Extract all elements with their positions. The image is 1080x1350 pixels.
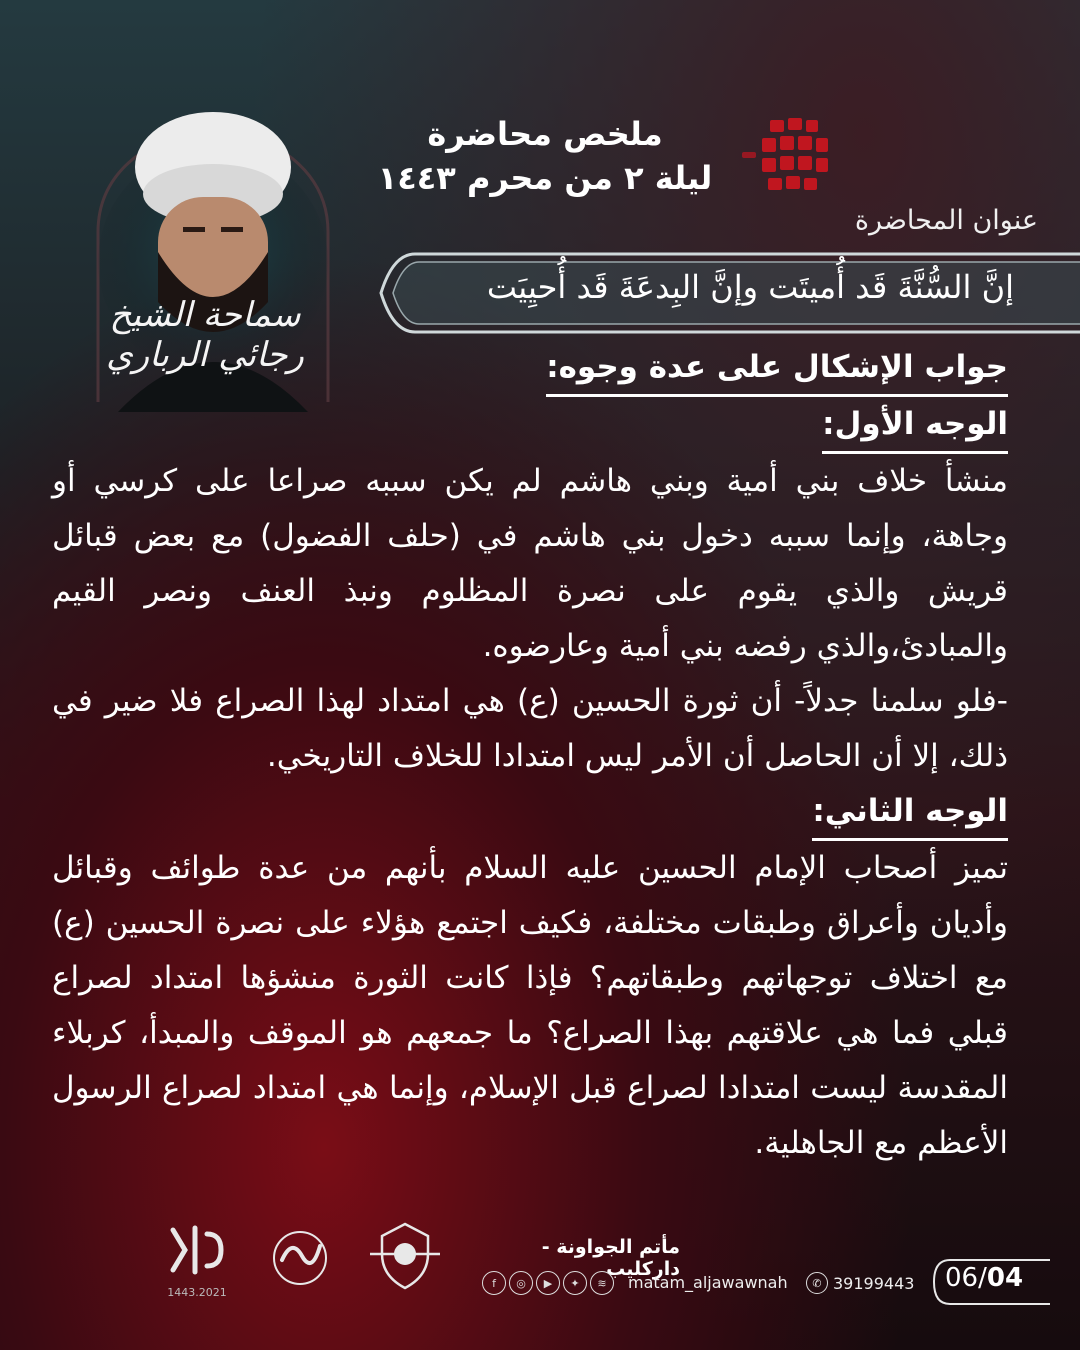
header-title — [370, 112, 720, 200]
twitter-icon[interactable]: ✦ — [563, 1271, 587, 1295]
paragraph-3: تميز أصحاب الإمام الحسين عليه السلام بأنهم من عدة طوائف وقبائل وأديان وأعراق وطبقات مختلفة، فكيف اجتمع هؤلاء على نصرة الحسين (ع) مع اختلاف توجهاتهم وطبقاتهم؟ فإذا كانت الثورة منشؤها امتداد لصراع قبلي فما هي علاقتهم بهذا الصراع؟ ما جمعهم هو الموقف والمبدأ، كربلاء المقدسة ليست امتدادا لصراع قبل الإسلام، وإنما هي امتداد لصراع الرسول الأعظم مع الجاهلية. — [52, 850, 1008, 1161]
phone-text: 39199443 — [833, 1273, 915, 1293]
campaign-logo-icon — [165, 1220, 229, 1292]
page-indicator — [945, 1263, 1023, 1293]
title-line-2: ليلة ٢ من محرم ١٤٤٣ — [377, 159, 713, 197]
social-handle[interactable]: matam_aljawawnah — [628, 1273, 788, 1292]
lecture-label: عنوان المحاضرة — [854, 205, 1038, 236]
social-icons — [482, 1270, 614, 1296]
page-total: 06 — [945, 1263, 979, 1293]
page-separator: / — [978, 1263, 987, 1293]
phone-number[interactable] — [806, 1272, 914, 1294]
page-current: 04 — [986, 1263, 1024, 1293]
org-name: مأتم الجواونة - داركليب — [541, 1236, 680, 1280]
youtube-icon[interactable]: ▶ — [536, 1271, 560, 1295]
heading-main: جواب الإشكال على عدة وجوه: — [546, 340, 1008, 397]
heading-first-aspect: الوجه الأول: — [822, 397, 1008, 454]
calligraphy-logo-icon — [268, 1220, 332, 1292]
whatsapp-icon: ✆ — [806, 1272, 828, 1294]
paragraph-1: منشأ خلاف بني أمية وبني هاشم لم يكن سببه صراعا على كرسي أو وجاهة، وإنما سببه دخول بني هاشم في (حلف الفضول) مع بعض قبائل قريش والذي يقوم على نصرة المظلوم ونبذ العنف ونصر القيم والمبادئ،والذي رفضه بني أمية وعارضوه. — [52, 463, 1008, 664]
lecture-summary — [52, 340, 1008, 1171]
title-line-1: ملخص محاضرة — [427, 115, 663, 153]
facebook-icon[interactable]: f — [482, 1271, 506, 1295]
matam-emblem-icon — [368, 1220, 442, 1292]
paragraph-2: -فلو سلمنا جدلاً- أن ثورة الحسين (ع) هي امتداد لهذا الصراع فلا ضير في ذلك، إلا أن الحاصل أن الأمر ليس امتدادا للخلاف التاريخي. — [52, 683, 1008, 774]
logo-year: 1443.2021 — [167, 1286, 227, 1299]
soundcloud-icon[interactable]: ≋ — [590, 1271, 614, 1295]
heading-second-aspect: الوجه الثاني: — [812, 784, 1008, 841]
grid-emblem-icon — [740, 112, 840, 202]
speaker-signature: سماحة الشيخ رجائي الرباري — [106, 295, 304, 375]
instagram-icon[interactable]: ◎ — [509, 1271, 533, 1295]
lecture-title: إنَّ السُّنَّةَ قَد أُميتَت وإنَّ البِدعَةَ قَد أُحيِيَت — [486, 268, 1014, 306]
